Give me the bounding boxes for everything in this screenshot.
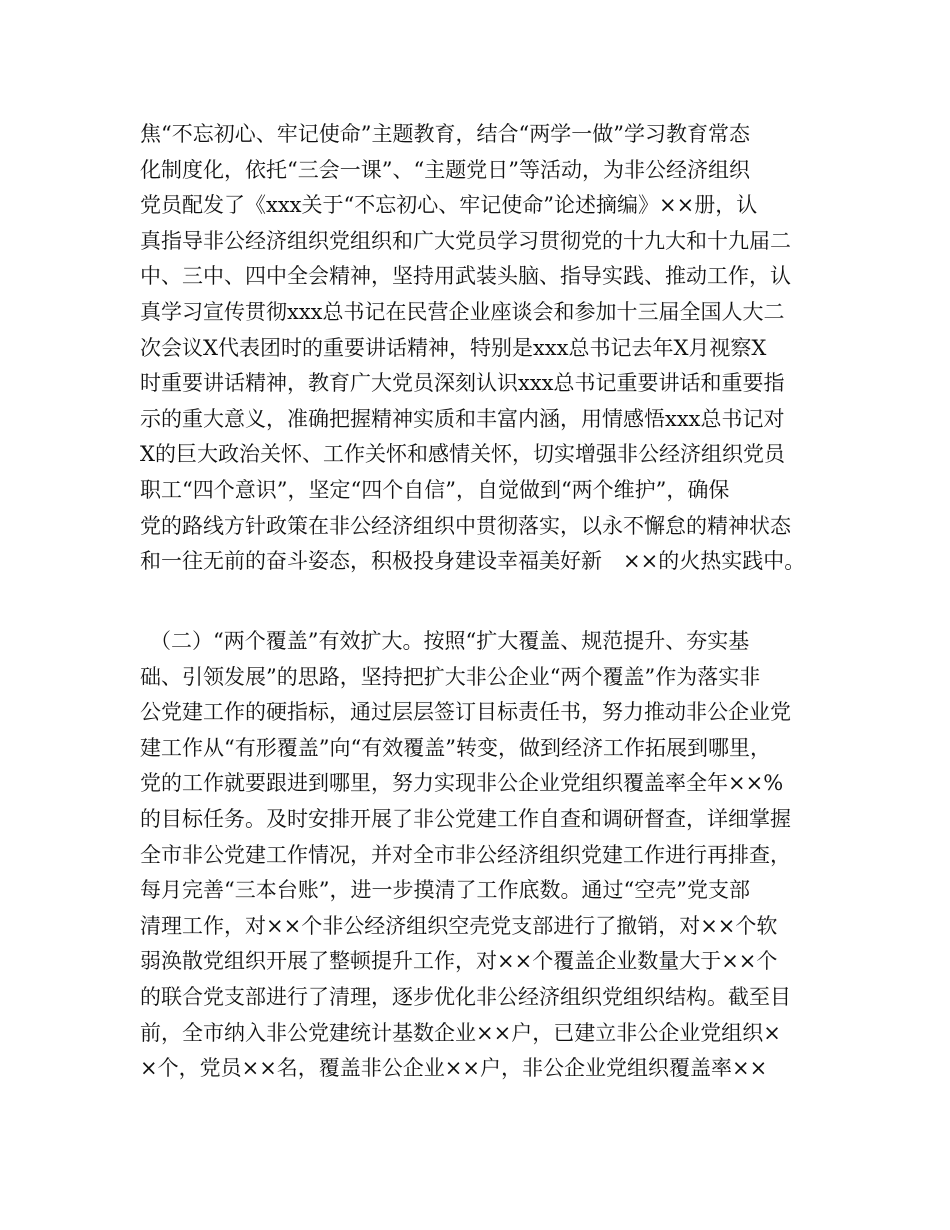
text-line: 弱涣散党组织开展了整顿提升工作，对××个覆盖企业数量大于××个 [140, 949, 778, 974]
text-line: 党的路线方针政策在非公经济组织中贯彻落实，以永不懈怠的精神状态 [140, 513, 791, 538]
text-line: 党的工作就要跟进到哪里，努力实现非公企业党组织覆盖率全年××% [140, 771, 784, 796]
text-line: 全市非公党建工作情况，并对全市非公经济组织党建工作进行再排查， [140, 842, 791, 867]
text-line: （二）“两个覆盖”有效扩大。按照“扩大覆盖、规范提升、夯实基 [150, 629, 750, 653]
text-line: 公党建工作的硬指标，通过层层签订目标责任书，努力推动非公企业党 [140, 700, 791, 725]
text-line: 示的重大意义，准确把握精神实质和丰富内涵，用情感悟xxx总书记对 [140, 406, 785, 431]
text-line: 次会议X代表团时的重要讲话精神，特别是xxx总书记去年X月视察X [140, 335, 767, 360]
text-line: ×个，党员××名，覆盖非公企业××户，非公企业党组织覆盖率×× [140, 1056, 768, 1081]
text-line: 中、三中、四中全会精神，坚持用武装头脑、指导实践、推动工作，认 [140, 264, 791, 289]
text-line: 前，全市纳入非公党建统计基数企业××户，已建立非公企业党组织× [140, 1020, 781, 1045]
text-line: 和一往无前的奋斗姿态，积极投身建设幸福美好新 ××的火热实践中。 [140, 549, 806, 574]
text-line: X的巨大政治关怀、工作关怀和感情关怀，切实增强非公经济组织党员 [140, 442, 785, 467]
text-line: 础、引领发展”的思路，坚持把扩大非公企业“两个覆盖”作为落实非 [140, 664, 761, 689]
text-line: 建工作从“有形覆盖”向“有效覆盖”转变，做到经济工作拓展到哪里， [140, 735, 771, 760]
text-line: 化制度化，依托“三会一课”、“主题党日”等活动，为非公经济组织 [140, 157, 750, 182]
text-line: 的联合党支部进行了清理，逐步优化非公经济组织党组织结构。截至目 [140, 985, 791, 1009]
text-line: 职工“四个意识”，坚定“四个自信”，自觉做到“两个维护”，确保 [140, 478, 730, 502]
text-line: 清理工作，对××个非公经济组织空壳党支部进行了撤销，对××个软 [140, 913, 778, 938]
text-line: 真指导非公经济组织党组织和广大党员学习贯彻党的十九大和十九届二 [140, 228, 791, 253]
text-line: 焦“不忘初心、牢记使命”主题教育，结合“两学一做”学习教育常态 [140, 122, 750, 146]
text-line: 党员配发了《xxx关于“不忘初心、牢记使命”论述摘编》××册，认 [140, 193, 758, 218]
text-line: 的目标任务。及时安排开展了非公党建工作自查和调研督查，详细掌握 [140, 807, 791, 831]
text-line: 每月完善“三本台账”，进一步摸清了工作底数。通过“空壳”党支部 [140, 878, 750, 903]
text-line: 时重要讲话精神，教育广大党员深刻认识xxx总书记重要讲话和重要指 [140, 371, 785, 396]
text-line: 真学习宣传贯彻xxx总书记在民营企业座谈会和参加十三届全国人大二 [140, 300, 785, 324]
